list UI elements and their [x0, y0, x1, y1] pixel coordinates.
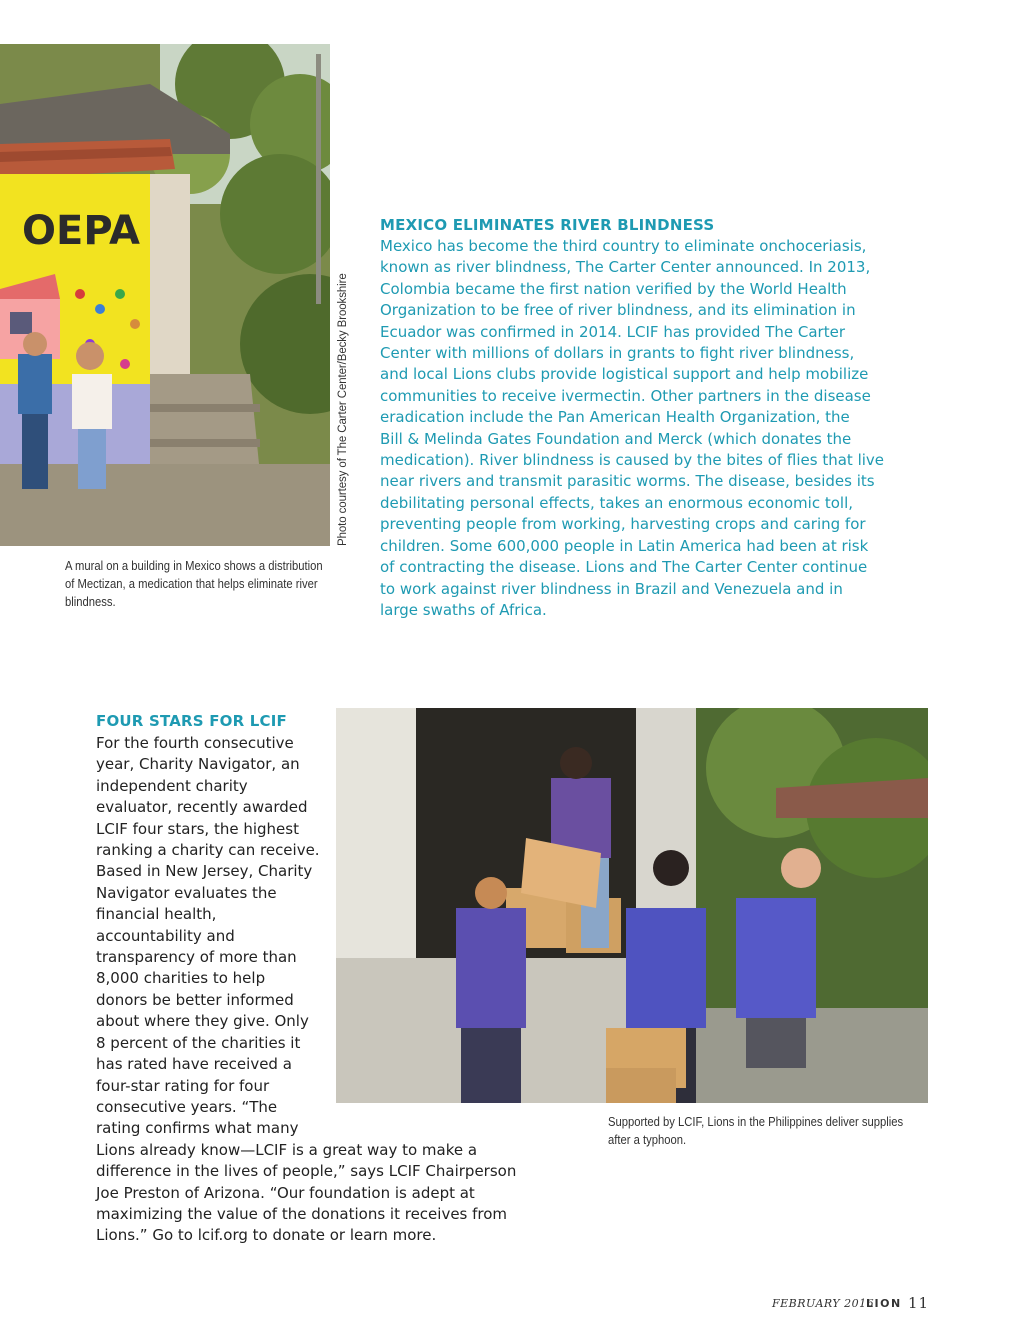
article-line: year, Charity Navigator, an: [96, 755, 300, 774]
article-line: maximizing the value of the donations it receives from: [96, 1204, 508, 1223]
article-line: Mexico has become the third country to eliminate onchoceriasis,: [380, 237, 867, 255]
article-line: large swaths of Africa.: [380, 600, 547, 619]
article-line: communities to receive ivermectin. Other partners in the disease: [380, 386, 871, 405]
article-line: to work against river blindness in Brazil and Venezuela and in: [380, 579, 843, 598]
philippines-photo-caption: Supported by LCIF, Lions in the Philippines deliver supplies after a typhoon.: [608, 1115, 904, 1147]
article-line: four-star rating for four: [96, 1076, 270, 1095]
article-line: preventing people from working, harvesting crops and caring for: [380, 515, 866, 534]
article-line: near rivers and transmit parasitic worms. The disease, besides its: [380, 472, 875, 491]
mexico-photo-caption: A mural on a building in Mexico shows a distribution of Mectizan, a medication that helps eliminate river blindness.: [65, 559, 323, 609]
article-line: Ecuador was confirmed in 2014. LCIF has provided The Carter: [380, 322, 845, 341]
philippines-supplies-photo: [336, 708, 928, 1103]
article-line: Lions already know—LCIF is a great way to make a: [96, 1140, 478, 1159]
mexico-mural-illustration: [0, 44, 330, 546]
article-line: debilitating personal effects, takes an enormous economic toll,: [380, 493, 853, 512]
article-line: 8,000 charities to help: [96, 969, 266, 988]
article-line: Bill & Melinda Gates Foundation and Merck (which donates the: [380, 429, 852, 448]
article-line: of contracting the disease. Lions and The Carter Center continue: [380, 558, 868, 577]
article-line: LCIF four stars, the highest: [96, 819, 299, 838]
article-line: transparency of more than: [96, 948, 297, 967]
footer-magazine-name: LION: [866, 1297, 902, 1310]
article-line: and local Lions clubs provide logistical support and help mobilize: [380, 365, 869, 384]
article-line: Navigator evaluates the: [96, 883, 277, 902]
footer-issue-date: FEBRUARY 2016: [772, 1297, 875, 1310]
article-line: accountability and: [96, 926, 235, 945]
article-line: financial health,: [96, 905, 217, 924]
article-line: children. Some 600,000 people in Latin America had been at risk: [380, 536, 869, 555]
article-line: Colombia became the first nation verified by the World Health: [380, 279, 847, 298]
mexico-mural-photo: [0, 44, 330, 546]
article-line: For the fourth consecutive: [96, 734, 294, 752]
article-line: Organization to be free of river blindness, and its elimination in: [380, 301, 856, 320]
article-line: Based in New Jersey, Charity: [96, 862, 313, 881]
footer-page-number: 11: [908, 1294, 930, 1312]
lcif-article-heading: FOUR STARS FOR LCIF: [96, 712, 287, 730]
article-line: about where they give. Only: [96, 1012, 309, 1031]
article-line: Joe Preston of Arizona. “Our foundation is adept at: [96, 1183, 475, 1202]
article-line: Center with millions of dollars in grants to fight river blindness,: [380, 344, 855, 363]
article-line: independent charity: [96, 776, 248, 795]
article-line: known as river blindness, The Carter Center announced. In 2013,: [380, 258, 871, 277]
article-line: rating confirms what many: [96, 1119, 299, 1138]
article-line: difference in the lives of people,” says LCIF Chairperson: [96, 1162, 517, 1181]
article-line: has rated have received a: [96, 1055, 292, 1074]
article-line: evaluator, recently awarded: [96, 798, 308, 817]
article-line: eradication include the Pan American Health Organization, the: [380, 408, 850, 427]
mexico-article-heading: MEXICO ELIMINATES RIVER BLINDNESS: [380, 216, 715, 234]
article-line: ranking a charity can receive.: [96, 841, 320, 860]
article-line: donors be better informed: [96, 990, 294, 1009]
mural-text: OEPA: [22, 208, 140, 254]
article-line: 8 percent of the charities it: [96, 1033, 301, 1052]
article-line: consecutive years. “The: [96, 1097, 278, 1116]
article-line: Lions.” Go to lcif.org to donate or learn more.: [96, 1226, 437, 1245]
mexico-article-body: [380, 236, 884, 621]
article-line: medication). River blindness is caused by the bites of flies that live: [380, 451, 885, 470]
photo-credit-text: Photo courtesy of The Carter Center/Becky Brookshire: [337, 273, 349, 546]
supplies-delivery-illustration: [336, 708, 928, 1103]
